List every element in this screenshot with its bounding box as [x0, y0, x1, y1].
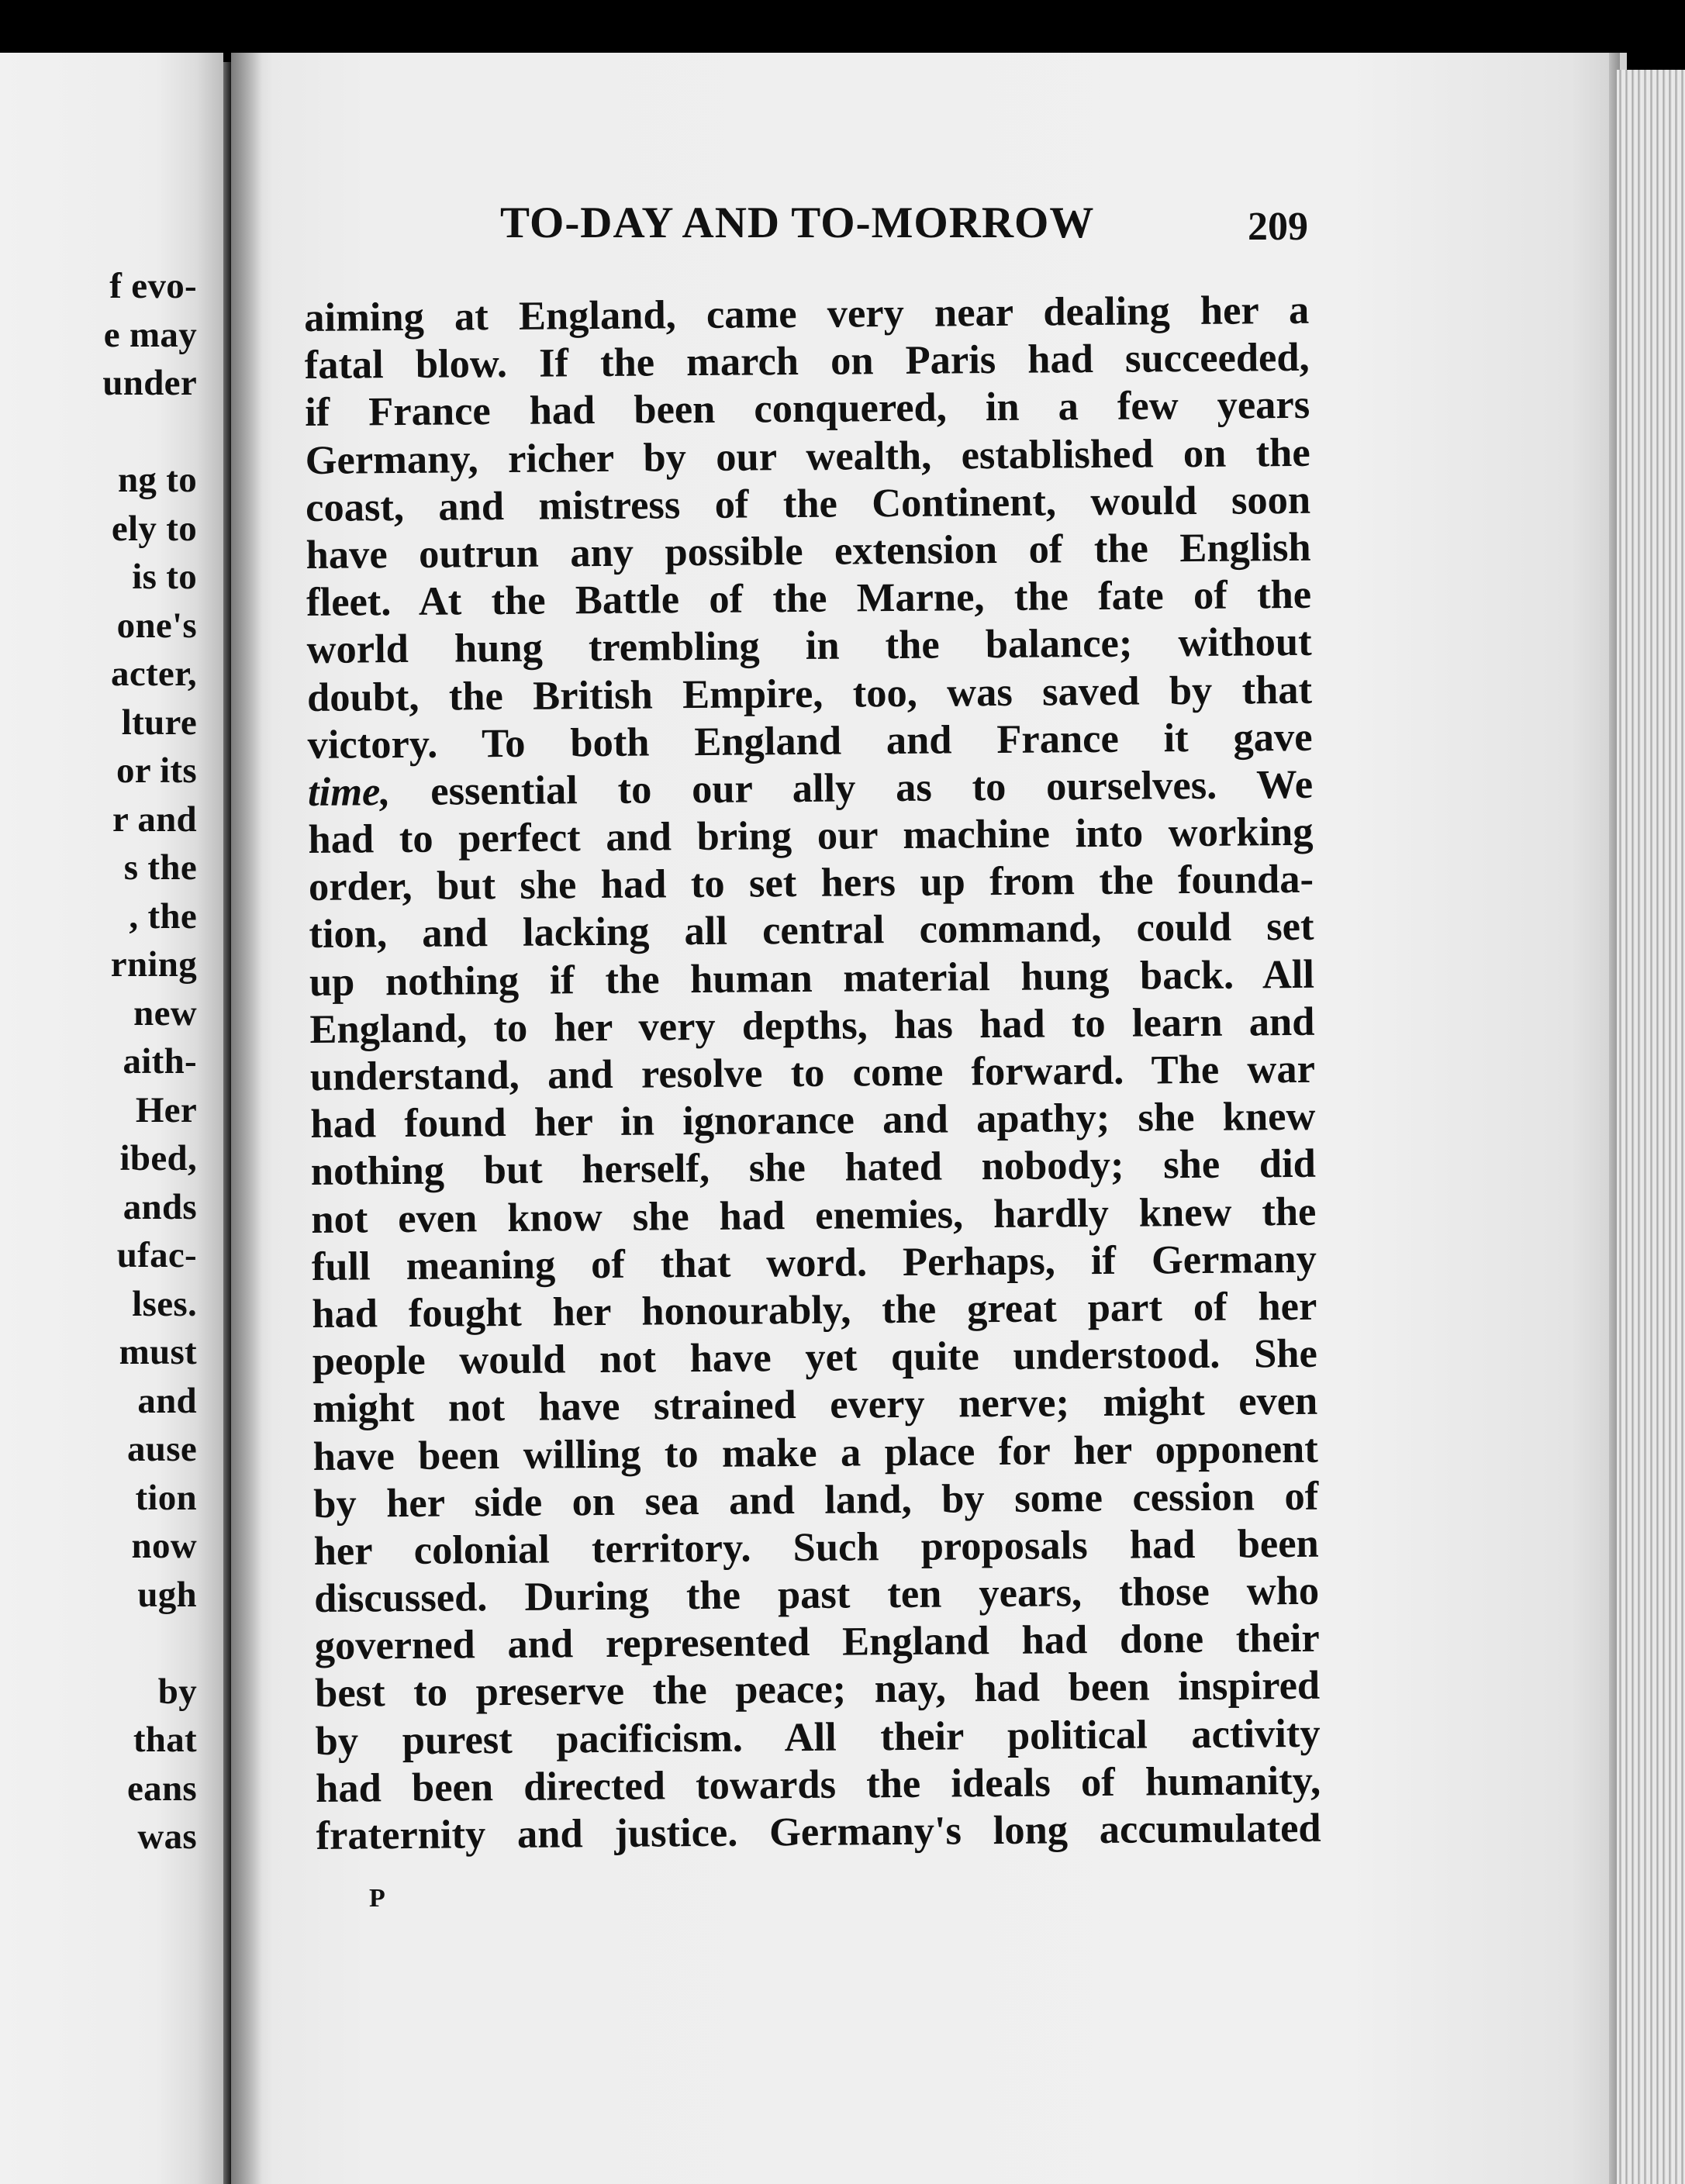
left-fragment-line: aith-	[123, 1041, 197, 1082]
body-line: have been willing to make a place for her opponent	[312, 1426, 1318, 1479]
book-gutter	[223, 62, 231, 2184]
body-line: victory. To both England and France it gave	[307, 714, 1313, 768]
body-line: understand, and resolve to come forward. The war	[309, 1046, 1316, 1099]
left-fragment-line: now	[131, 1526, 197, 1566]
left-fragment-line	[0, 408, 197, 457]
body-line-rest: essential to our ally as to ourselves. We	[390, 761, 1314, 815]
body-line: fraternity and justice. Germany's long accumulated	[316, 1805, 1321, 1858]
left-fragment-line: one's	[116, 605, 197, 646]
left-fragment-line: , the	[129, 895, 197, 937]
page-number: 209	[1248, 205, 1308, 249]
left-fragment-line: ibed,	[119, 1138, 197, 1178]
left-fragment-line: f evo-	[109, 266, 197, 306]
left-fragment-line: r and	[112, 799, 197, 840]
body-line: fleet. At the Battle of the Marne, the fate of the	[306, 571, 1312, 626]
body-line: aiming at England, came very near dealing her a	[304, 287, 1310, 340]
left-fragment-line: is to	[132, 557, 197, 597]
left-fragment-line: must	[119, 1332, 197, 1372]
body-line: people would not have yet quite understood. She	[312, 1330, 1317, 1385]
facing-page-left	[0, 53, 223, 2184]
left-fragment-line: Her	[135, 1089, 197, 1130]
left-fragment-line: e may	[103, 314, 197, 355]
body-line: coast, and mistress of the Continent, would soon	[305, 477, 1311, 530]
left-fragment-line: that	[133, 1720, 197, 1760]
body-line: nothing but herself, she hated nobody; she did	[310, 1141, 1317, 1195]
body-line: had found her in ignorance and apathy; she knew	[310, 1093, 1316, 1147]
body-line: might not have strained every nerve; might even	[312, 1378, 1318, 1432]
body-line: her colonial territory. Such proposals had been	[313, 1520, 1319, 1574]
body-line: full meaning of that word. Perhaps, if Germany	[311, 1236, 1317, 1289]
signature-mark: P	[369, 1884, 385, 1913]
body-line: discussed. During the past ten years, those who	[313, 1568, 1320, 1622]
left-fragment-line: s the	[123, 847, 197, 888]
left-fragment-line: eans	[127, 1768, 197, 1809]
body-line: had to perfect and bring our machine into working	[308, 809, 1314, 863]
body-line: had fought her honourably, the great part of her	[312, 1283, 1317, 1337]
left-fragment-line: rning	[110, 944, 197, 985]
left-fragment-line: and	[137, 1380, 197, 1421]
body-text	[304, 287, 1321, 1860]
left-fragment-line: ugh	[137, 1574, 197, 1615]
running-title: TO-DAY AND TO-MORROW	[500, 198, 1095, 247]
left-fragment-line: lses.	[132, 1283, 197, 1324]
italic-word: time,	[307, 769, 391, 815]
left-fragment-line: ufac-	[116, 1235, 197, 1275]
left-fragment-line: by	[157, 1671, 197, 1712]
body-line: if France had been conquered, in a few years	[304, 382, 1310, 436]
body-line: by her side on sea and land, by some cession of	[313, 1473, 1319, 1527]
left-page-text-fragments	[0, 262, 197, 1861]
left-fragment-line: ng to	[117, 460, 197, 500]
left-fragment-line: ely to	[111, 508, 197, 549]
spine-shadow	[231, 53, 262, 2184]
left-fragment-line: ands	[123, 1186, 197, 1227]
running-head	[500, 198, 1314, 252]
left-fragment-line: or its	[116, 750, 197, 791]
body-line: England, to her very depths, has had to learn and	[309, 999, 1315, 1052]
left-fragment-line	[0, 1619, 197, 1668]
body-line: by purest pacificism. All their political activity	[315, 1710, 1321, 1764]
body-line: fatal blow. If the march on Paris had succeeded,	[304, 335, 1310, 388]
stacked-page-edges	[1617, 70, 1685, 2184]
body-line: not even know she had enemies, hardly knew the	[311, 1189, 1317, 1242]
body-line: up nothing if the human material hung back. All	[309, 951, 1315, 1005]
body-line: tion, and lacking all central command, could set	[309, 904, 1314, 957]
body-line: world hung trembling in the balance; without	[306, 619, 1312, 673]
body-line: had been directed towards the ideals of humanity,	[315, 1758, 1321, 1811]
left-fragment-line: lture	[121, 702, 197, 743]
left-fragment-line: acter,	[111, 654, 197, 694]
body-line: Germany, richer by our wealth, established on the	[305, 430, 1310, 483]
body-line: have outrun any possible extension of the English	[306, 524, 1311, 578]
left-fragment-line: tion	[135, 1477, 197, 1518]
body-line: governed and represented England had done their	[314, 1616, 1320, 1669]
left-fragment-line: new	[133, 992, 197, 1033]
body-line	[308, 761, 1313, 816]
left-fragment-line: was	[137, 1817, 197, 1857]
body-line: doubt, the British Empire, too, was saved by that	[306, 667, 1313, 720]
left-fragment-line: under	[102, 363, 197, 403]
left-fragment-line: ause	[127, 1429, 197, 1469]
body-line: best to preserve the peace; nay, had been inspired	[314, 1663, 1321, 1716]
body-line: order, but she had to set hers up from the founda-	[308, 857, 1314, 910]
